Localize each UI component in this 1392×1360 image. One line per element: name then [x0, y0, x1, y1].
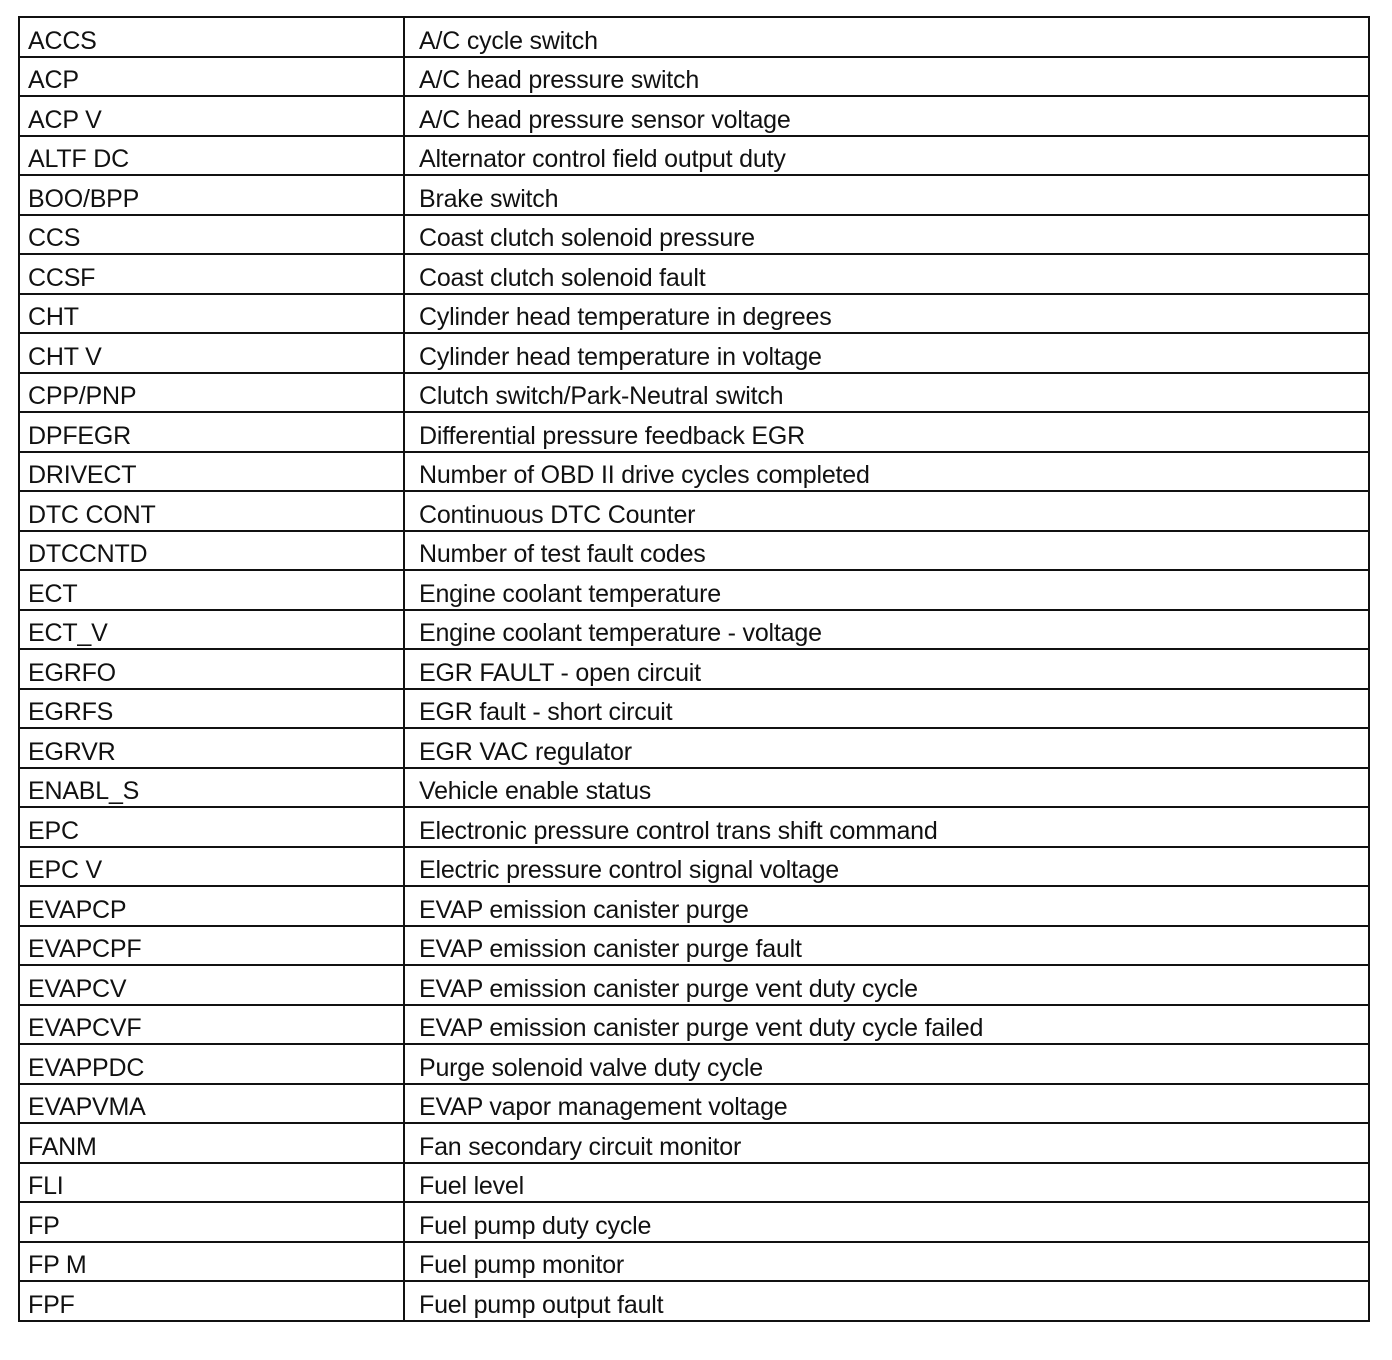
abbreviation-cell: ENABL_S: [19, 768, 404, 808]
description-cell: Differential pressure feedback EGR: [404, 412, 1369, 452]
abbreviation-cell: EGRVR: [19, 728, 404, 768]
abbreviation-cell: DRIVECT: [19, 452, 404, 492]
abbreviation-cell: CCSF: [19, 254, 404, 294]
table-row: [19, 136, 1369, 176]
abbreviation-cell: CCS: [19, 215, 404, 255]
table-row: [19, 610, 1369, 650]
table-row: [19, 1084, 1369, 1124]
abbreviation-cell: EVAPVMA: [19, 1084, 404, 1124]
description-cell: Alternator control field output duty: [404, 136, 1369, 176]
table-row: [19, 1005, 1369, 1045]
description-cell: EVAP emission canister purge vent duty cycle: [404, 965, 1369, 1005]
table-row: [19, 215, 1369, 255]
table-row: [19, 570, 1369, 610]
description-cell: Fuel pump duty cycle: [404, 1202, 1369, 1242]
abbreviation-cell: FP: [19, 1202, 404, 1242]
description-cell: Cylinder head temperature in voltage: [404, 333, 1369, 373]
abbreviation-cell: ACP: [19, 57, 404, 97]
table-row: [19, 294, 1369, 334]
description-cell: EGR FAULT - open circuit: [404, 649, 1369, 689]
description-cell: Fuel pump monitor: [404, 1242, 1369, 1282]
description-cell: Vehicle enable status: [404, 768, 1369, 808]
table-row: [19, 965, 1369, 1005]
table-row: [19, 1163, 1369, 1203]
description-cell: EVAP emission canister purge fault: [404, 926, 1369, 966]
abbreviation-cell: EVAPCP: [19, 886, 404, 926]
table-row: [19, 175, 1369, 215]
description-cell: Fan secondary circuit monitor: [404, 1123, 1369, 1163]
abbreviation-cell: EVAPPDC: [19, 1044, 404, 1084]
description-cell: Number of OBD II drive cycles completed: [404, 452, 1369, 492]
abbreviation-cell: EVAPCVF: [19, 1005, 404, 1045]
table-row: [19, 57, 1369, 97]
abbreviation-cell: ACP V: [19, 96, 404, 136]
description-cell: Purge solenoid valve duty cycle: [404, 1044, 1369, 1084]
abbreviation-cell: DTCCNTD: [19, 531, 404, 571]
description-cell: Electronic pressure control trans shift command: [404, 807, 1369, 847]
description-cell: Clutch switch/Park-Neutral switch: [404, 373, 1369, 413]
abbreviation-cell: BOO/BPP: [19, 175, 404, 215]
abbreviation-cell: FLI: [19, 1163, 404, 1203]
abbreviation-cell: EPC: [19, 807, 404, 847]
abbreviation-cell: FPF: [19, 1281, 404, 1321]
table-row: [19, 926, 1369, 966]
description-cell: EGR fault - short circuit: [404, 689, 1369, 729]
table-row: [19, 373, 1369, 413]
table-row: [19, 886, 1369, 926]
table-row: [19, 1202, 1369, 1242]
table-row: [19, 254, 1369, 294]
description-cell: A/C head pressure sensor voltage: [404, 96, 1369, 136]
description-cell: Brake switch: [404, 175, 1369, 215]
abbreviation-cell: EGRFO: [19, 649, 404, 689]
description-cell: Electric pressure control signal voltage: [404, 847, 1369, 887]
table-row: [19, 1044, 1369, 1084]
description-cell: Cylinder head temperature in degrees: [404, 294, 1369, 334]
description-cell: EVAP emission canister purge vent duty cycle failed: [404, 1005, 1369, 1045]
table-row: [19, 807, 1369, 847]
table-row: [19, 531, 1369, 571]
table-row: [19, 17, 1369, 57]
description-cell: EGR VAC regulator: [404, 728, 1369, 768]
abbreviation-cell: FANM: [19, 1123, 404, 1163]
table-row: [19, 412, 1369, 452]
table-body: [19, 17, 1369, 1321]
table-row: [19, 1242, 1369, 1282]
abbreviation-cell: EVAPCV: [19, 965, 404, 1005]
table-row: [19, 333, 1369, 373]
description-cell: A/C head pressure switch: [404, 57, 1369, 97]
abbreviation-cell: CPP/PNP: [19, 373, 404, 413]
description-cell: Continuous DTC Counter: [404, 491, 1369, 531]
table-row: [19, 768, 1369, 808]
pid-abbreviation-table: [18, 16, 1370, 1322]
abbreviation-cell: DPFEGR: [19, 412, 404, 452]
abbreviation-cell: CHT: [19, 294, 404, 334]
table-row: [19, 728, 1369, 768]
description-cell: EVAP vapor management voltage: [404, 1084, 1369, 1124]
description-cell: Fuel pump output fault: [404, 1281, 1369, 1321]
table-row: [19, 1123, 1369, 1163]
description-cell: A/C cycle switch: [404, 17, 1369, 57]
description-cell: Number of test fault codes: [404, 531, 1369, 571]
table-row: [19, 689, 1369, 729]
table-row: [19, 1281, 1369, 1321]
description-cell: Fuel level: [404, 1163, 1369, 1203]
abbreviation-cell: EVAPCPF: [19, 926, 404, 966]
table-row: [19, 452, 1369, 492]
abbreviation-cell: ECT_V: [19, 610, 404, 650]
table-row: [19, 96, 1369, 136]
table-row: [19, 847, 1369, 887]
description-cell: EVAP emission canister purge: [404, 886, 1369, 926]
description-cell: Coast clutch solenoid pressure: [404, 215, 1369, 255]
abbreviation-cell: FP M: [19, 1242, 404, 1282]
abbreviation-cell: ACCS: [19, 17, 404, 57]
abbreviation-cell: DTC CONT: [19, 491, 404, 531]
table-row: [19, 491, 1369, 531]
abbreviation-cell: EPC V: [19, 847, 404, 887]
abbreviation-cell: CHT V: [19, 333, 404, 373]
table-row: [19, 649, 1369, 689]
description-cell: Engine coolant temperature - voltage: [404, 610, 1369, 650]
abbreviation-cell: EGRFS: [19, 689, 404, 729]
abbreviation-cell: ECT: [19, 570, 404, 610]
abbreviation-cell: ALTF DC: [19, 136, 404, 176]
description-cell: Coast clutch solenoid fault: [404, 254, 1369, 294]
description-cell: Engine coolant temperature: [404, 570, 1369, 610]
